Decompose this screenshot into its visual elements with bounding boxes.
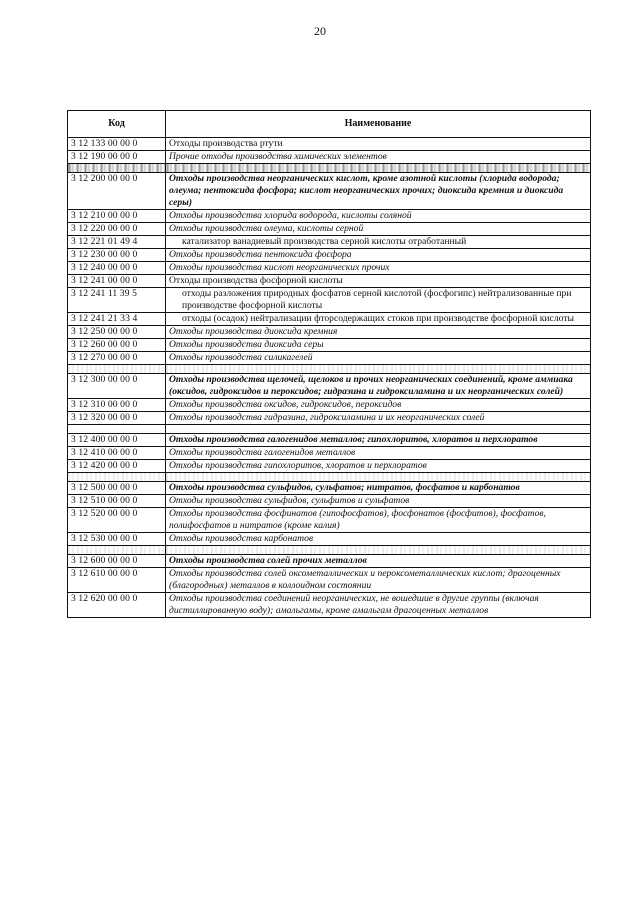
table-spacer-row — [68, 164, 591, 173]
code-cell: 3 12 400 00 00 0 — [68, 434, 166, 447]
spacer-cell — [166, 365, 591, 374]
code-cell: 3 12 240 00 00 0 — [68, 262, 166, 275]
spacer-cell — [68, 365, 166, 374]
name-cell: Отходы производства сульфидов, сульфатов; нитратов, фосфатов и карбонатов — [166, 482, 591, 495]
table-row — [68, 339, 591, 352]
table-row — [68, 460, 591, 473]
code-cell: 3 12 420 00 00 0 — [68, 460, 166, 473]
spacer-cell — [166, 546, 591, 555]
code-cell: 3 12 500 00 00 0 — [68, 482, 166, 495]
table-row — [68, 173, 591, 210]
code-cell: 3 12 620 00 00 0 — [68, 593, 166, 618]
table-row — [68, 555, 591, 568]
code-cell: 3 12 210 00 00 0 — [68, 210, 166, 223]
code-cell: 3 12 510 00 00 0 — [68, 495, 166, 508]
table-row — [68, 236, 591, 249]
code-cell: 3 12 310 00 00 0 — [68, 399, 166, 412]
code-cell: 3 12 230 00 00 0 — [68, 249, 166, 262]
spacer-cell — [166, 164, 591, 173]
name-cell: Отходы производства карбонатов — [166, 533, 591, 546]
name-cell: Отходы производства кислот неорганических прочих — [166, 262, 591, 275]
page-number: 20 — [314, 24, 326, 38]
table-row — [68, 399, 591, 412]
name-cell: Отходы производства силикагелей — [166, 352, 591, 365]
spacer-cell — [68, 473, 166, 482]
table-row — [68, 223, 591, 236]
table-row — [68, 326, 591, 339]
waste-classification-table — [67, 110, 591, 618]
table-spacer-row — [68, 473, 591, 482]
name-cell: Прочие отходы производства химических элементов — [166, 151, 591, 164]
code-cell: 3 12 320 00 00 0 — [68, 412, 166, 425]
spacer-cell — [166, 425, 591, 434]
code-cell: 3 12 220 00 00 0 — [68, 223, 166, 236]
table-row — [68, 262, 591, 275]
table-row — [68, 249, 591, 262]
code-cell: 3 12 200 00 00 0 — [68, 173, 166, 210]
code-cell: 3 12 300 00 00 0 — [68, 374, 166, 399]
name-cell: Отходы производства неорганических кислот, кроме азотной кислоты (хлорида водорода; олеума; пентоксида фосфора; кислот неорганических прочих; диоксида кремния и диоксида серы) — [166, 173, 591, 210]
table-row — [68, 568, 591, 593]
code-cell: 3 12 530 00 00 0 — [68, 533, 166, 546]
table-row — [68, 508, 591, 533]
table-body — [68, 138, 591, 618]
table-spacer-row — [68, 546, 591, 555]
table-row — [68, 275, 591, 288]
name-cell: Отходы производства фосфорной кислоты — [166, 275, 591, 288]
column-header-code: Код — [68, 111, 166, 138]
table-row — [68, 210, 591, 223]
table-row — [68, 593, 591, 618]
code-cell: 3 12 241 00 00 0 — [68, 275, 166, 288]
table-spacer-row — [68, 365, 591, 374]
spacer-cell — [68, 425, 166, 434]
table-row — [68, 533, 591, 546]
spacer-cell — [166, 473, 591, 482]
name-cell: Отходы производства олеума, кислоты серной — [166, 223, 591, 236]
code-cell: 3 12 410 00 00 0 — [68, 447, 166, 460]
name-cell: Отходы производства солей оксометаллических и пероксометаллических кислот; драгоценных (благородных) металлов в коллоидном состоянии — [166, 568, 591, 593]
code-cell: 3 12 520 00 00 0 — [68, 508, 166, 533]
code-cell: 3 12 241 21 33 4 — [68, 313, 166, 326]
name-cell: Отходы производства соединений неорганических, не вошедшие в другие группы (включая дистиллированную воду); амальгамы, кроме амальгам драгоценных металлов — [166, 593, 591, 618]
table-row — [68, 288, 591, 313]
code-cell: 3 12 133 00 00 0 — [68, 138, 166, 151]
name-cell: Отходы производства хлорида водорода, кислоты соляной — [166, 210, 591, 223]
table-spacer-row — [68, 425, 591, 434]
name-cell: Отходы производства фосфинатов (гипофосфатов), фосфонатов (фосфитов), фосфатов, полифосфатов и нитратов (кроме калия) — [166, 508, 591, 533]
code-cell: 3 12 270 00 00 0 — [68, 352, 166, 365]
name-cell: Отходы производства ртути — [166, 138, 591, 151]
name-cell: Отходы производства гипохлоритов, хлоратов и перхлоратов — [166, 460, 591, 473]
table-row — [68, 138, 591, 151]
name-cell: отходы (осадок) нейтрализации фторсодержащих стоков при производстве фосфорной кислоты — [166, 313, 591, 326]
name-cell: катализатор ванадиевый производства серной кислоты отработанный — [166, 236, 591, 249]
table-row — [68, 374, 591, 399]
name-cell: Отходы производства оксидов, гидроксидов, пероксидов — [166, 399, 591, 412]
code-cell: 3 12 221 01 49 4 — [68, 236, 166, 249]
name-cell: Отходы производства солей прочих металлов — [166, 555, 591, 568]
table-row — [68, 412, 591, 425]
code-cell: 3 12 190 00 00 0 — [68, 151, 166, 164]
spacer-cell — [68, 164, 166, 173]
code-cell: 3 12 250 00 00 0 — [68, 326, 166, 339]
spacer-cell — [68, 546, 166, 555]
table-row — [68, 495, 591, 508]
name-cell: Отходы производства сульфидов, сульфитов и сульфатов — [166, 495, 591, 508]
column-header-name: Наименование — [166, 111, 591, 138]
code-cell: 3 12 260 00 00 0 — [68, 339, 166, 352]
name-cell: Отходы производства щелочей, щелоков и прочих неорганических соединений, кроме аммиака (оксидов, гидроксидов и пероксидов; гидразина и гидроксиламина и их неорганических солей) — [166, 374, 591, 399]
name-cell: Отходы производства диоксида кремния — [166, 326, 591, 339]
code-cell: 3 12 241 11 39 5 — [68, 288, 166, 313]
name-cell: отходы разложения природных фосфатов серной кислотой (фосфогипс) нейтрализованные при производстве фосфорной кислоты — [166, 288, 591, 313]
name-cell: Отходы производства диоксида серы — [166, 339, 591, 352]
table-row — [68, 151, 591, 164]
name-cell: Отходы производства галогенидов металлов — [166, 447, 591, 460]
code-cell: 3 12 600 00 00 0 — [68, 555, 166, 568]
table-row — [68, 313, 591, 326]
table-row — [68, 447, 591, 460]
code-cell: 3 12 610 00 00 0 — [68, 568, 166, 593]
name-cell: Отходы производства галогенидов металлов; гипохлоритов, хлоратов и перхлоратов — [166, 434, 591, 447]
table-row — [68, 482, 591, 495]
name-cell: Отходы производства гидразина, гидроксиламина и их неорганических солей — [166, 412, 591, 425]
table-row — [68, 352, 591, 365]
table-header-row — [68, 111, 591, 138]
table-row — [68, 434, 591, 447]
name-cell: Отходы производства пентоксида фосфора — [166, 249, 591, 262]
